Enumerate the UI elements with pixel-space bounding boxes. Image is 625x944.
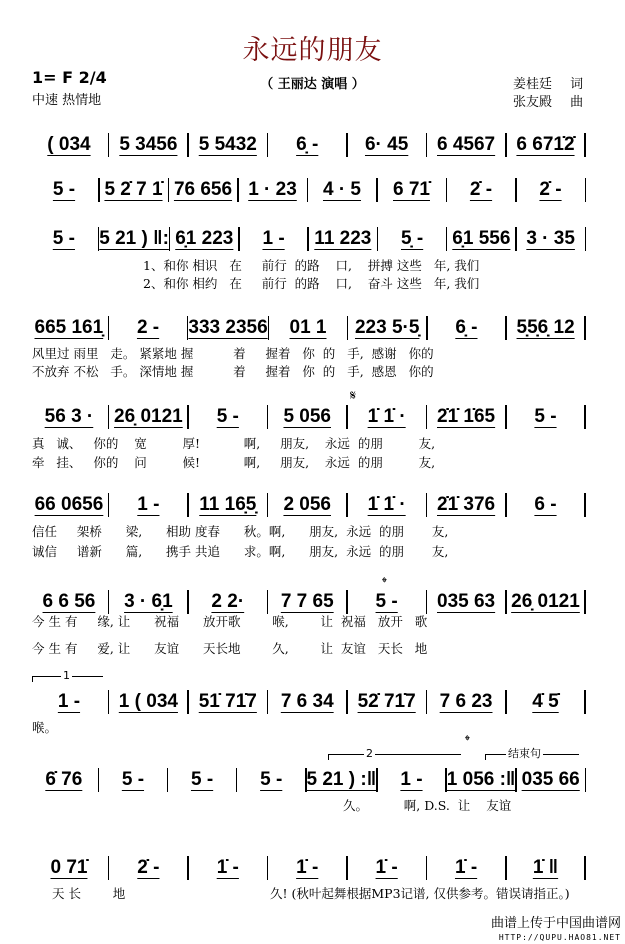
lyric-line: 久! (秋叶起舞根据MP3记谱, 仅供参考。错误请指正。) (270, 886, 570, 901)
notation-system (30, 404, 586, 430)
song-title: 永远的朋友 (242, 35, 383, 66)
bar-line (584, 690, 586, 714)
lyricist: 姜桂廷 词 (513, 77, 584, 92)
measure: 11 223 (314, 228, 372, 249)
lyric-line: 喉。 (32, 720, 58, 735)
measure: 1̇ ‖ (532, 857, 559, 878)
bar-line (584, 493, 586, 517)
lyric-line: 今 生 有 缘, 让 祝福 放开歌 喉, 让 祝福 放开 歌 (32, 614, 428, 629)
measure: 223 5·5̣ (354, 317, 420, 338)
measure: 6̣1 556 (452, 228, 511, 249)
measure: 5̣5̣6̣ 12 (516, 317, 575, 338)
measure: 5 5432 (198, 134, 257, 155)
lyric-line: 信任 架桥 梁, 相助 度春 秋。啊, 朋友, 永远 的朋 友, (32, 524, 449, 539)
measure: 6 6 56 (42, 591, 96, 612)
measure: 2 - (136, 317, 160, 338)
notation-system (30, 132, 586, 158)
key-signature: 1= F 2/4 (32, 68, 107, 87)
measure: 333 2356 (188, 317, 268, 338)
measure: 6̣1 223 (175, 228, 234, 249)
measure: 665 161̣ (34, 317, 104, 338)
notation-system (30, 589, 586, 615)
tempo-marking: 中速 热情地 (32, 93, 102, 108)
bar-line (584, 133, 586, 157)
bar-line (585, 227, 587, 251)
measure: 035 63 (437, 591, 496, 612)
lyric-line: 1、和你 相识 在 前行 的路 口, 拼搏 这些 年, 我们 (143, 258, 480, 273)
volta-bracket-1: 1 (32, 676, 103, 682)
measure: 6 - (534, 494, 557, 515)
measure: 01 1 (289, 317, 327, 338)
notation-system (30, 315, 586, 341)
measure: 5 - (190, 769, 214, 790)
measure: 3 · 35 (526, 228, 575, 249)
measure: 5 - (534, 406, 557, 427)
measure: 5 - (375, 591, 398, 612)
notation-system (30, 177, 586, 203)
lyric-line: 2、和你 相约 在 前行 的路 口, 奋斗 这些 年, 我们 (143, 276, 480, 291)
notation-system (30, 767, 586, 793)
singer: （ 王丽达 演唱 ） (260, 77, 365, 92)
measure: 51̇ 71̇7 (198, 691, 257, 712)
measure: 2 056 (283, 494, 331, 515)
measure: 5 - (216, 406, 239, 427)
measure: 56 3 · (44, 406, 94, 427)
measure: 1̇ - (296, 857, 319, 878)
bar-line (584, 405, 586, 429)
coda-icon: 𝄌 (382, 575, 387, 591)
bar-line (584, 590, 586, 614)
measure: 6 4567 (437, 134, 496, 155)
site-url: HTTP://QUPU.HAO81.NET (498, 933, 621, 942)
measure: 66 0656 (34, 494, 104, 515)
lyric-line: 不放弃 不松 手。 深情地 握 着 握着 你 的 手, 感恩 你的 (32, 364, 434, 379)
measure: 1 ( 034 (118, 691, 178, 712)
measure: 1̇ - (375, 857, 398, 878)
measure: 2̇ - (137, 857, 160, 878)
measure: 5 3456 (119, 134, 178, 155)
lyric-line: 今 生 有 爱, 让 友谊 天长地 久, 让 友谊 天长 地 (32, 641, 428, 656)
measure: 2̇ - (469, 179, 493, 200)
measure: 1 - (400, 769, 423, 790)
measure: 5 - (121, 769, 145, 790)
measure: 0 71̇ (50, 857, 88, 878)
measure: 5̣ - (401, 228, 424, 249)
measure: 1 - (57, 691, 81, 712)
measure: 6· 45 (364, 134, 409, 155)
measure: 2̇1̇ 1̇65 (437, 406, 496, 427)
measure: 5 - (52, 228, 75, 249)
measure: ( 034 (47, 134, 91, 155)
composer: 张友殿 曲 (513, 95, 584, 110)
measure: 4 · 5 (322, 179, 362, 200)
lyric-line: 诚信 谱新 篇, 携手 共追 求。啊, 朋友, 永远 的朋 友, (32, 544, 449, 559)
measure: 3 · 6̣1 (124, 591, 173, 612)
measure: 6 71̇ (393, 179, 430, 200)
measure: 11 16̣5̣ (199, 494, 257, 515)
lyric-line: 风里过 雨里 走。 紧紧地 握 着 握着 你 的 手, 感谢 你的 (32, 346, 434, 361)
measure: 26̣ 0121 (511, 591, 580, 612)
measure: 5 21 ) ‖: (99, 228, 169, 249)
measure: 76 656 (173, 179, 233, 200)
measure: 2̇1̇ 376 (437, 494, 496, 515)
measure: 5 056 (283, 406, 331, 427)
lyric-line: 天 长 地 (52, 886, 126, 901)
measure: 6̣ - (296, 134, 319, 155)
bar-line (585, 178, 587, 202)
coda-icon: 𝄌 (465, 733, 470, 749)
measure: 6 671̇2̇ (516, 134, 575, 155)
measure: 1 056 :‖ (446, 769, 516, 790)
measure: 4̇ 5̇ (532, 691, 559, 712)
notation-system (30, 689, 586, 715)
lyric-line: 真 诚、 你的 宽 厚! 啊, 朋友, 永远 的朋 友, (32, 436, 436, 451)
notation-system (30, 492, 586, 518)
measure: 5 21 ) :‖ (306, 769, 377, 790)
notation-system (30, 855, 586, 881)
measure: 5 2̇ 7 1̇ (104, 179, 163, 200)
ending-bracket: 结束句 (485, 754, 579, 760)
measure: 2 2· (211, 591, 245, 612)
measure: 1̇ 1̇ · (367, 494, 406, 515)
measure: 7 7 65 (280, 591, 334, 612)
measure: 5 - (52, 179, 76, 200)
measure: 035 66 (521, 769, 580, 790)
measure: 6̣ - (455, 317, 478, 338)
bar-line (585, 768, 587, 792)
measure: 1̇ - (454, 857, 478, 878)
segno-icon: 𝄋 (350, 388, 357, 404)
measure: 1̇ - (216, 857, 239, 878)
measure: 7 6 34 (280, 691, 334, 712)
measure: 2̇ - (539, 179, 562, 200)
site-watermark: 曲谱上传于中国曲谱网 (490, 916, 621, 931)
volta-bracket-2: 2 (328, 754, 461, 760)
measure: 1̇ 1̇ · (367, 406, 406, 427)
bar-line (584, 316, 586, 340)
measure: 26̣ 0121 (114, 406, 183, 427)
measure: 6̇ 76 (45, 769, 83, 790)
measure: 7 6 23 (439, 691, 493, 712)
lyric-line: 久。 啊, D.S. 让 友谊 (343, 798, 512, 813)
measure: 1 - (262, 228, 285, 249)
bar-line (584, 856, 586, 880)
measure: 5 - (260, 769, 283, 790)
lyric-line: 牵 挂、 你的 问 候! 啊, 朋友, 永远 的朋 友, (32, 455, 436, 470)
measure: 52̇ 71̇7 (357, 691, 416, 712)
measure: 1 - (137, 494, 160, 515)
measure: 1 · 23 (248, 179, 297, 200)
notation-system (30, 226, 586, 252)
